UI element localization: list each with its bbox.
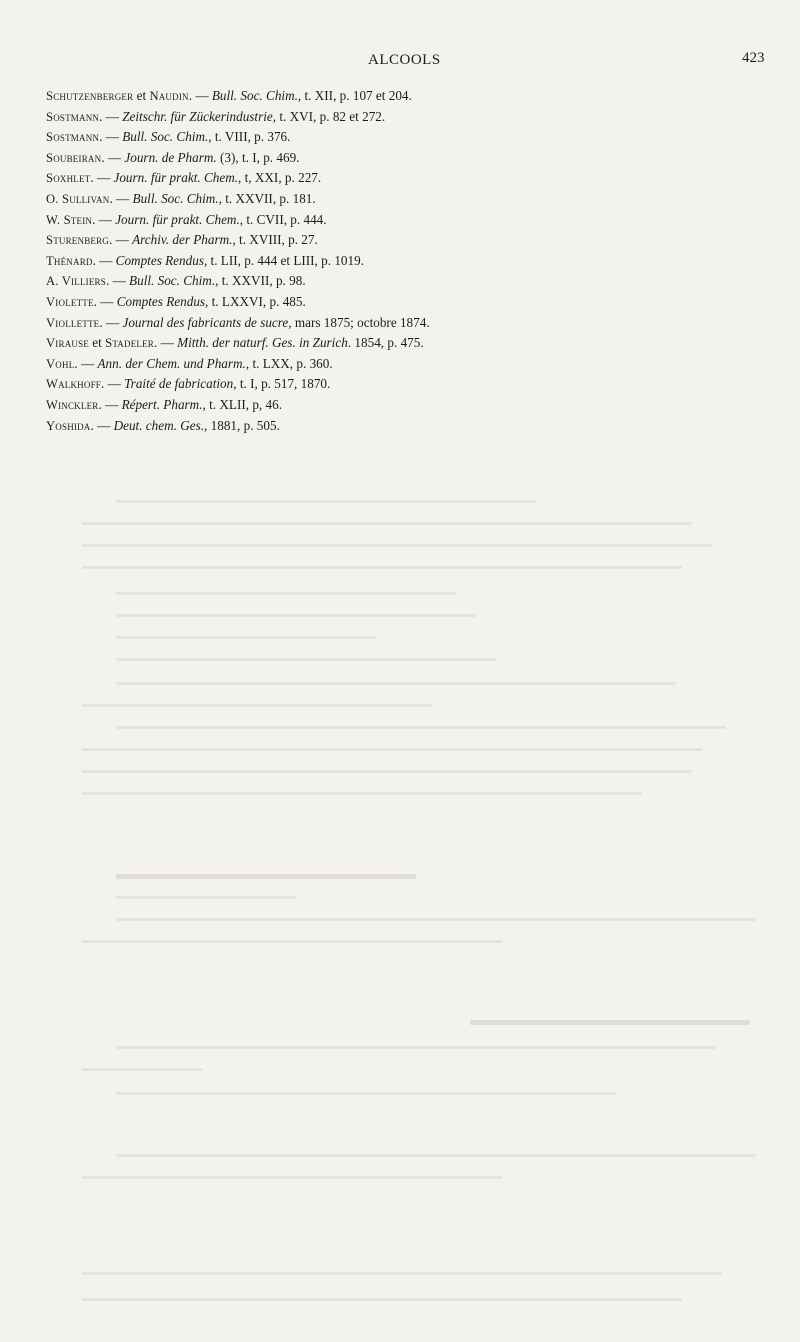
reference-citation: , mars 1875; octobre 1874. (288, 314, 430, 330)
reference-entry (46, 354, 766, 375)
reference-journal: Journ. de Pharm. (124, 149, 217, 165)
reference-citation: , 1881, p. 505. (204, 417, 280, 433)
reference-separator: . — (90, 170, 114, 186)
reference-journal: Archiv. der Pharm. (132, 232, 233, 248)
reference-separator: . — (90, 417, 114, 433)
reference-citation: , t, XXI, p. 227. (238, 170, 322, 186)
reference-list (46, 86, 766, 436)
reference-separator: . — (92, 252, 116, 268)
reference-journal: Ann. der Chem. und Pharm. (97, 355, 246, 371)
reference-author: Thénard (46, 253, 93, 268)
reference-journal: Répert. Pharm. (121, 396, 203, 412)
reference-author: Virause (46, 336, 89, 351)
reference-author: Violette (46, 294, 94, 309)
reference-author: W. Stein (46, 212, 93, 227)
reference-entry (46, 313, 766, 334)
reference-author: A. Villiers (46, 274, 106, 289)
reference-entry (46, 292, 766, 313)
reference-citation: , t. XII, p. 107 et 204. (297, 88, 412, 103)
reference-author: O. Sullivan (46, 191, 110, 206)
reference-connector: et (133, 88, 150, 103)
reference-citation: , t. LXX, p. 360. (245, 355, 333, 371)
reference-journal: Bull. Soc. Chim. (129, 273, 216, 289)
reference-author: Sturenberg (46, 233, 110, 248)
reference-author: Soxhlet (46, 171, 91, 186)
reference-entry (46, 210, 766, 231)
reference-author: Sostmann (46, 109, 100, 124)
reference-journal: Journ. für prakt. Chem. (113, 170, 239, 186)
reference-entry (46, 148, 766, 169)
reference-author: Sostmann (46, 130, 100, 145)
reference-entry (46, 416, 766, 437)
reference-citation: , t. LII, p. 444 et LIII, p. 1019. (203, 252, 364, 268)
reference-entry (46, 271, 766, 292)
reference-entry (46, 395, 766, 416)
reference-author: Viollette (46, 315, 100, 330)
reference-separator: . — (105, 273, 130, 289)
reference-journal: Journ. für prakt. Chem. (115, 211, 240, 227)
reference-separator: . — (188, 88, 212, 103)
running-title: ALCOOLS (368, 52, 441, 68)
show-through-background (0, 417, 800, 1320)
reference-journal: Comptes Rendus (116, 293, 206, 309)
reference-connector: et (89, 335, 106, 351)
reference-separator: . — (74, 355, 98, 371)
reference-citation: , t. CVII, p. 444. (239, 211, 327, 227)
reference-entry (46, 374, 766, 395)
reference-author: Walkhoff (46, 377, 101, 392)
reference-separator: . — (101, 376, 125, 392)
reference-author: Yoshida (46, 418, 91, 433)
reference-citation: . 1854, p. 475. (347, 335, 424, 351)
reference-separator: . — (92, 211, 116, 227)
reference-journal: Bull. Soc. Chim. (122, 129, 209, 145)
reference-journal: Comptes Rendus (115, 252, 204, 268)
reference-citation: , t. XXVII, p. 181. (218, 190, 316, 206)
reference-journal: Journal des fabricants de sucre (122, 314, 289, 330)
reference-citation: (3), t. I, p. 469. (216, 149, 300, 165)
reference-separator: . — (101, 149, 125, 165)
reference-separator: . — (109, 190, 133, 206)
reference-entry (46, 168, 766, 189)
reference-journal: Bull. Soc. Chim. (211, 88, 298, 103)
running-head (0, 52, 800, 74)
reference-author: Winckler (46, 397, 99, 412)
reference-separator: . — (99, 129, 123, 145)
reference-journal: Zeitschr. für Zückerindustrie (122, 108, 273, 124)
reference-journal: Deut. chem. Ges. (113, 417, 205, 433)
reference-journal: Mitth. der naturf. Ges. in Zurich (177, 335, 348, 351)
reference-journal: Bull. Soc. Chim. (132, 190, 219, 206)
reference-citation: , t. VIII, p. 376. (208, 129, 291, 145)
reference-entry (46, 251, 766, 272)
reference-author: Schutzenberger (46, 89, 134, 103)
reference-journal: Traité de fabrication (124, 376, 234, 392)
reference-entry (46, 86, 766, 107)
reference-author: Naudin (149, 89, 189, 103)
reference-separator: . — (93, 293, 117, 309)
reference-citation: , t. LXXVI, p. 485. (205, 293, 306, 309)
reference-citation: , t. XVIII, p. 27. (232, 232, 318, 248)
reference-separator: . — (98, 396, 122, 412)
page-number: 423 (742, 50, 765, 66)
reference-author: Soubeiran (46, 150, 102, 165)
reference-entry (46, 107, 766, 128)
reference-citation: , t. XVI, p. 82 et 272. (272, 108, 386, 124)
reference-citation: , t. XLII, p, 46. (202, 396, 282, 412)
reference-separator: . — (154, 335, 178, 351)
reference-author: Vohl (46, 356, 75, 371)
reference-entry (46, 127, 766, 148)
reference-entry (46, 230, 766, 251)
reference-entry (46, 189, 766, 210)
reference-separator: . — (99, 314, 123, 330)
reference-citation: , t. XXVII, p. 98. (215, 273, 306, 289)
reference-entry (46, 333, 766, 354)
reference-separator: . — (109, 232, 133, 248)
reference-separator: . — (99, 108, 123, 124)
reference-citation: , t. I, p. 517, 1870. (233, 376, 331, 392)
reference-author: Stadeler (105, 336, 155, 351)
